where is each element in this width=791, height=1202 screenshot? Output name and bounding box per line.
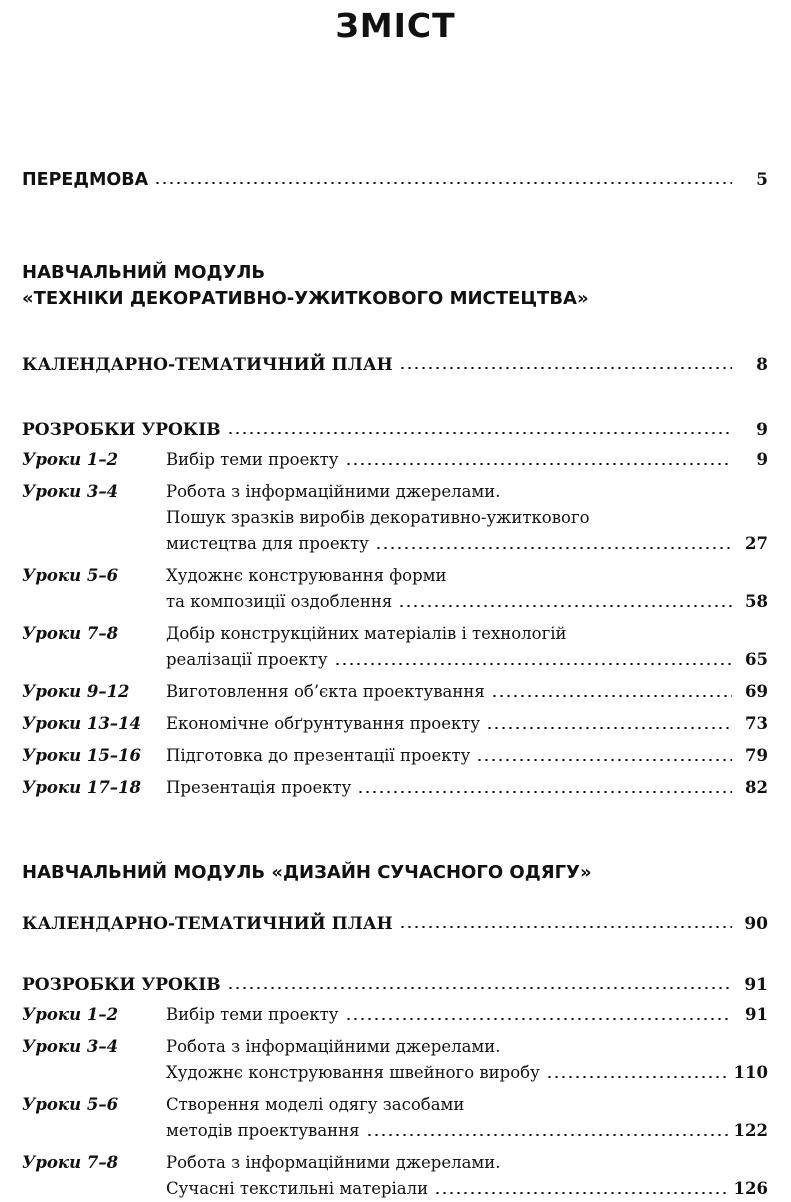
lesson-title-text: Виготовлення об’єкта проектування [166,682,485,701]
module-title-line: НАВЧАЛЬНИЙ МОДУЛЬ [22,262,266,283]
lesson-label: Уроки 3–4 [22,482,119,501]
toc-page-number: 79 [745,746,768,765]
lesson-label: Уроки 3–4 [22,1037,119,1056]
lesson-title-text: Презентація проекту [166,778,352,797]
lesson-title-line: Художнє конструювання форми [166,566,447,585]
lesson-body [166,1092,768,1144]
lesson-title-text: Економічне обґрунтування проекту [166,714,481,733]
lesson-label: Уроки 5–6 [22,1095,119,1114]
lesson-title-line: Створення моделі одягу засобами [166,1095,465,1114]
lesson-title-line: Робота з інформаційними джерелами. [166,1037,501,1056]
dot-leader [366,1134,728,1136]
dot-leader [486,727,732,729]
module-title-line: «ТЕХНІКИ ДЕКОРАТИВНО-УЖИТКОВОГО МИСТЕЦТВА» [22,288,589,309]
dot-leader [434,1192,727,1194]
lesson-title-line: Робота з інформаційними джерелами. [166,1153,501,1172]
lesson-title-line: Добір конструкційних матеріалів і технологій [166,624,567,643]
lesson-title-text: Підготовка до презентації проекту [166,746,471,765]
toc-page-number: 91 [745,1005,768,1024]
lesson-title-last-line [166,589,768,615]
toc-page-number: 9 [756,420,768,440]
toc-page-number: 122 [733,1121,768,1140]
lesson-title-last-line [166,447,768,473]
lesson-label: Уроки 9–12 [22,682,130,701]
toc-page-number: 8 [756,355,768,375]
dot-leader [399,367,732,369]
lesson-title-text: методів проектування [166,1121,360,1140]
lesson-title-text: Вибір теми проекту [166,450,339,469]
module-title-line: НАВЧАЛЬНИЙ МОДУЛЬ «ДИЗАЙН СУЧАСНОГО ОДЯГУ» [22,862,592,883]
lesson-title-last-line [166,775,768,801]
lesson-label: Уроки 1–2 [22,450,119,469]
dot-leader [345,1018,732,1020]
lesson-title-last-line [166,711,768,737]
dot-leader [227,987,732,989]
toc-page-number: 58 [745,592,768,611]
lesson-title-last-line [166,743,768,769]
lesson-body [166,711,768,737]
lesson-body [166,743,768,769]
toc-page-number: 126 [733,1179,768,1198]
dot-leader [357,791,732,793]
toc-page-number: 65 [745,650,768,669]
lesson-body [166,1034,768,1086]
toc-entry-label: РОЗРОБКИ УРОКІВ [22,975,221,995]
toc-page-number: 73 [745,714,768,733]
lesson-label: Уроки 17–18 [22,778,142,797]
lesson-title-text: Художнє конструювання швейного виробу [166,1063,540,1082]
lesson-label: Уроки 15–16 [22,746,142,765]
dot-leader [375,547,732,549]
dot-leader [399,926,732,928]
lesson-label: Уроки 7–8 [22,1153,119,1172]
toc-entry-label: КАЛЕНДАРНО-ТЕМАТИЧНИЙ ПЛАН [22,355,393,375]
lesson-title-text: Сучасні текстильні матеріали [166,1179,429,1198]
lesson-title-text: реалізації проекту [166,650,328,669]
toc-page-number: 91 [744,975,768,995]
toc-entry-plan-2[interactable] [22,914,768,934]
lesson-body [166,679,768,705]
toc-entry-plan-1[interactable] [22,355,768,375]
lesson-title-line: Пошук зразків виробів декоративно-ужиткового [166,508,590,527]
dot-leader [227,432,732,434]
lesson-title-last-line [166,647,768,673]
toc-entry-lessons-header-1[interactable] [22,420,768,440]
dot-leader [345,463,732,465]
dot-leader [491,695,732,697]
toc-entry-lessons-header-2[interactable] [22,975,768,995]
toc-entry-label: РОЗРОБКИ УРОКІВ [22,420,221,440]
page-title: ЗМІСТ [335,6,456,45]
toc-page-number: 9 [756,450,768,469]
module-1-title [22,260,772,312]
lesson-title-last-line [166,1176,768,1202]
dot-leader [476,759,732,761]
toc-entry-label: ПЕРЕДМОВА [22,170,149,190]
lesson-title-last-line [166,1002,768,1028]
lesson-body [166,479,768,557]
lesson-title-text: Вибір теми проекту [166,1005,339,1024]
dot-leader [398,605,732,607]
lesson-title-text: та композиції оздоблення [166,592,393,611]
lesson-body [166,1150,768,1202]
toc-entry-label: КАЛЕНДАРНО-ТЕМАТИЧНИЙ ПЛАН [22,914,393,934]
lesson-body [166,563,768,615]
lesson-title-last-line [166,679,768,705]
lesson-title-text: мистецтва для проекту [166,534,369,553]
dot-leader [154,182,732,184]
lesson-label: Уроки 1–2 [22,1005,119,1024]
toc-page-number: 82 [745,778,768,797]
lesson-label: Уроки 5–6 [22,566,119,585]
lesson-body [166,775,768,801]
lesson-label: Уроки 7–8 [22,624,119,643]
lesson-title-line: Робота з інформаційними джерелами. [166,482,501,501]
lesson-title-last-line [166,531,768,557]
toc-page-number: 69 [745,682,768,701]
toc-page-number: 110 [733,1063,768,1082]
toc-page-number: 5 [756,170,768,190]
module-2-title [22,860,772,886]
lesson-title-last-line [166,1118,768,1144]
lesson-body [166,621,768,673]
lesson-title-last-line [166,1060,768,1086]
lesson-body [166,447,768,473]
toc-entry-preface[interactable] [22,170,768,190]
lesson-body [166,1002,768,1028]
lesson-label: Уроки 13–14 [22,714,142,733]
dot-leader [546,1076,728,1078]
toc-page-number: 27 [745,534,768,553]
dot-leader [334,663,732,665]
toc-page-number: 90 [744,914,768,934]
